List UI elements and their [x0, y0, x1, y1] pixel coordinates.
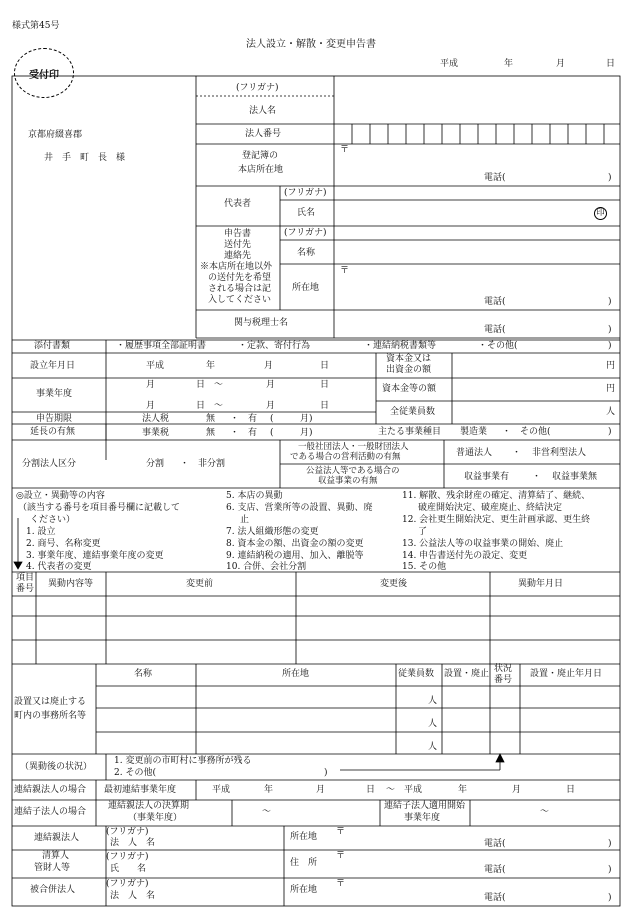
consolidated-first-year: 最初連結事業年度: [104, 785, 177, 795]
deadline-corp-tax: 法人税: [142, 414, 170, 424]
attached-item-4: ・その他(: [478, 341, 518, 351]
change-opt-3: 3. 事業年度、連結事業年度の変更: [26, 551, 164, 561]
change-opt-6: 6. 支店、営業所等の設置、異動、廃: [226, 503, 373, 513]
deadline-dot-1: ・: [230, 414, 240, 424]
changes-header-1: ◎設立・異動等の内容: [16, 491, 105, 501]
after-status-label: （異動後の状況）: [20, 762, 93, 772]
office-people-1: 人: [428, 696, 438, 706]
party-liquidator-postal: 〒: [336, 851, 346, 861]
item-no-label-1: 項目: [16, 573, 35, 583]
change-opt-6b: 止: [240, 515, 250, 525]
party-liquidator-furigana: (フリガナ): [106, 852, 149, 862]
tax-phone: 電話(: [484, 325, 506, 335]
deadline-month-1: 月): [300, 414, 313, 424]
party-merged-label: 被合併法人: [30, 885, 76, 895]
party-parent-postal: 〒: [336, 827, 346, 837]
office-people-2: 人: [428, 719, 438, 729]
change-opt-4: 4. 代表者の変更: [26, 562, 92, 572]
fiscal-m4: 月: [266, 401, 276, 411]
deadline-yes-2: 有: [248, 428, 258, 438]
change-after-label: 変更後: [380, 579, 408, 589]
office-setup-label: 設置・廃止: [444, 669, 490, 679]
fiscal-tilde1: ～: [214, 380, 224, 390]
form-id: 様式第45号: [12, 21, 60, 31]
consolidated-label: 連結親法人の場合: [14, 785, 87, 795]
after-status-opt2: 2. その他(: [114, 768, 156, 778]
corp-name-label: 法人名: [249, 106, 277, 116]
changes-header-3: ください）: [30, 515, 76, 525]
party-liquidator-sub: 氏 名: [110, 864, 147, 874]
change-opt-14: 14. 申告書送付先の設定、変更: [402, 551, 528, 561]
notice-dest-3: 連絡先: [224, 251, 252, 261]
change-before-label: 変更前: [186, 579, 214, 589]
notice-note-4: 入してください: [208, 295, 272, 305]
change-opt-5: 5. 本店の異動: [226, 491, 283, 501]
split-label: 分割法人区分: [22, 459, 77, 469]
parent-fy-2: （事業年度）: [128, 813, 183, 823]
main-biz-dot: ・: [502, 427, 512, 437]
main-biz-manufacturing: 製造業: [460, 427, 488, 437]
notice-dest-1: 申告書: [224, 229, 252, 239]
fiscal-d3: 日: [196, 401, 206, 411]
deadline-month-2: 月): [300, 428, 313, 438]
deadline-none-1: 無: [206, 414, 216, 424]
dest-phone-close: ): [608, 297, 612, 307]
office-status-label-1: 状況: [494, 664, 513, 674]
parent-fy-1: 連結親法人の決算期: [108, 801, 190, 811]
reception-stamp: 受付印: [14, 48, 74, 98]
capital2-label: 資本金等の額: [382, 384, 437, 394]
date-month: 月: [556, 59, 566, 69]
child-fy-2: 事業年度: [404, 813, 441, 823]
fiscal-d4: 日: [320, 401, 330, 411]
office-label-2: 町内の事務所名等: [14, 711, 87, 721]
deadline-dot-2: ・: [230, 428, 240, 438]
office-date-label: 設置・廃止年月日: [530, 669, 603, 679]
establish-era: 平成: [146, 361, 165, 371]
public-q-1: 公益法人等である場合の: [306, 466, 400, 476]
split-opt: 分割: [146, 459, 165, 469]
after-status-opt1: 1. 変更前の市町村に事務所が残る: [114, 756, 252, 766]
deadline-label-1: 申告期限: [36, 414, 73, 424]
dest-address-label: 所在地: [292, 283, 320, 293]
phone-close: ): [608, 173, 612, 183]
postal-mark: 〒: [340, 145, 350, 155]
office-label-1: 設置又は廃止する: [14, 697, 87, 707]
party-parent-phone: 電話(: [484, 839, 506, 849]
dest-phone: 電話(: [484, 297, 506, 307]
party-parent-close: ): [608, 839, 612, 849]
date-day: 日: [606, 59, 616, 69]
form-title: 法人設立・解散・変更申告書: [246, 39, 376, 50]
change-opt-15: 15. その他: [402, 562, 447, 572]
deadline-yes-1: 有: [248, 414, 258, 424]
recipient-mayor: 井 手 町 長 様: [44, 153, 126, 163]
general-opt-nonprofit: 非営利型法人: [532, 448, 587, 458]
change-opt-12: 12. 会社更生開始決定、更生計画承認、更生終: [402, 515, 591, 525]
attached-item-2: ・定款、寄付行為: [238, 341, 311, 351]
date-year: 年: [504, 59, 514, 69]
public-opt-dot: ・: [532, 472, 542, 482]
public-q-2: 収益事業の有無: [318, 476, 378, 486]
establish-month: 月: [264, 361, 274, 371]
attached-item-3: ・連結納税書類等: [364, 341, 437, 351]
office-emp-label: 従業員数: [398, 669, 435, 679]
phone-label: 電話(: [484, 173, 506, 183]
party-merged-close: ): [608, 893, 612, 903]
corp-number-label: 法人番号: [245, 129, 282, 139]
fiscal-label: 事業年度: [36, 389, 73, 399]
fiscal-d2: 日: [320, 380, 330, 390]
party-parent-sub: 法 人 名: [110, 838, 156, 848]
establish-year: 年: [206, 361, 216, 371]
public-opt-no: 収益事業無: [552, 472, 598, 482]
main-biz-others: その他(: [520, 427, 551, 437]
consolidated-y1: 年: [264, 785, 274, 795]
child-fy-1: 連結子法人適用開始: [384, 801, 466, 811]
change-opt-12b: 了: [418, 527, 428, 537]
party-liquidator-label-2: 管財人等: [34, 863, 71, 873]
deadline-paren-1: (: [270, 414, 274, 424]
employees-unit: 人: [606, 407, 616, 417]
party-parent-furigana: (フリガナ): [106, 827, 149, 837]
consolidated-d2: 日: [566, 785, 576, 795]
notice-dest-2: 送付先: [224, 240, 252, 250]
establish-label: 設立年月日: [30, 361, 76, 371]
fiscal-m3: 月: [146, 401, 156, 411]
tax-phone-close: ): [608, 325, 612, 335]
party-liquidator-close: ): [608, 865, 612, 875]
general-q-2: である場合の営利活動の有無: [290, 452, 401, 462]
establish-day: 日: [320, 361, 330, 371]
registry-label: 登記簿の: [242, 151, 279, 161]
general-opt-dot: ・: [512, 448, 522, 458]
party-liquidator-phone: 電話(: [484, 865, 506, 875]
deadline-biz-tax: 事業税: [142, 428, 170, 438]
capital-label-2: 出資金の額: [386, 365, 432, 375]
change-opt-8: 8. 資本金の額、出資金の額の変更: [226, 539, 364, 549]
consolidated-tilde: ～: [386, 785, 396, 795]
office-people-3: 人: [428, 742, 438, 752]
fiscal-m1: 月: [146, 380, 156, 390]
registry-label-2: 本店所在地: [238, 165, 284, 175]
change-opt-1: 1. 設立: [26, 527, 56, 537]
party-liquidator-addr: 住 所: [290, 858, 318, 868]
date-era: 平成: [440, 59, 459, 69]
office-name-label: 名称: [134, 669, 153, 679]
change-opt-9: 9. 連結納税の適用、加入、離脱等: [226, 551, 364, 561]
office-status-label-2: 番号: [494, 675, 513, 685]
change-opt-7: 7. 法人組織形態の変更: [226, 527, 319, 537]
employees-label: 全従業員数: [390, 407, 436, 417]
fiscal-m2: 月: [266, 380, 276, 390]
office-address-label: 所在地: [282, 669, 310, 679]
change-content-label: 異動内容等: [48, 579, 94, 589]
fiscal-d1: 日: [196, 380, 206, 390]
general-q-1: 一般社団法人・一般財団法人: [298, 442, 409, 452]
capital-label-1: 資本金又は: [386, 354, 432, 364]
change-date-label: 異動年月日: [518, 579, 564, 589]
notice-note-1: ※本店所在地以外: [200, 262, 273, 272]
public-opt-yes: 収益事業有: [464, 472, 510, 482]
parent-fy-tilde: ～: [262, 807, 272, 817]
change-opt-13: 13. 公益法人等の収益事業の開始、廃止: [402, 539, 564, 549]
deadline-label-2: 延長の有無: [30, 427, 76, 437]
recipient-office: 京都府綴喜郡: [28, 130, 83, 140]
party-merged-postal: 〒: [336, 879, 346, 889]
party-merged-furigana: (フリガナ): [106, 879, 149, 889]
dest-name-label: 名称: [297, 248, 316, 258]
party-merged-addr: 所在地: [290, 885, 318, 895]
dest-postal: 〒: [340, 266, 350, 276]
consolidated-d1: 日: [366, 785, 376, 795]
change-opt-11: 11. 解散、残余財産の確定、清算結了、継続、: [402, 491, 591, 501]
main-biz-close: ): [608, 427, 612, 437]
fiscal-tilde2: ～: [214, 401, 224, 411]
after-status-close: ): [324, 768, 328, 778]
split-dot: ・: [180, 459, 190, 469]
rep-furigana-label: (フリガナ): [284, 188, 327, 198]
consolidated-m2: 月: [512, 785, 522, 795]
capital2-yen: 円: [606, 384, 616, 394]
general-opt-normal: 普通法人: [456, 448, 493, 458]
nonsplit-opt: 非分割: [198, 459, 226, 469]
tax-accountant-label: 関与税理士名: [234, 318, 289, 328]
child-fy-tilde: ～: [540, 807, 550, 817]
consolidated-era-2: 平成: [404, 785, 423, 795]
consolidated-m1: 月: [316, 785, 326, 795]
capital-yen: 円: [606, 361, 616, 371]
changes-header-2: （該当する番号を項目番号欄に記載して: [18, 503, 181, 513]
attached-label: 添付書類: [34, 341, 71, 351]
deadline-paren-2: (: [270, 428, 274, 438]
furigana-label: (フリガナ): [236, 83, 279, 93]
notice-note-3: される場合は記: [208, 284, 272, 294]
change-opt-11b: 破産開始決定、破産廃止、終結決定: [418, 503, 563, 513]
notice-note-2: の送付先を希望: [208, 273, 272, 283]
attached-item-close: ): [608, 341, 612, 351]
consolidated-era-1: 平成: [212, 785, 231, 795]
change-opt-2: 2. 商号、名称変更: [26, 539, 101, 549]
seal-mark: 印: [594, 207, 607, 220]
rep-name-label: 氏名: [297, 208, 316, 218]
party-liquidator-label-1: 清算人: [42, 851, 70, 861]
attached-item-1: ・履歴事項全部証明書: [116, 341, 207, 351]
deadline-none-2: 無: [206, 428, 216, 438]
change-opt-10: 10. 合併、会社分割: [226, 562, 307, 572]
party-merged-phone: 電話(: [484, 893, 506, 903]
dest-furigana-label: (フリガナ): [284, 228, 327, 238]
item-no-label-2: 番号: [16, 584, 35, 594]
party-merged-sub: 法 人 名: [110, 891, 156, 901]
consolidated-child-label: 連結子法人の場合: [14, 807, 87, 817]
party-parent-addr: 所在地: [290, 832, 318, 842]
representative-label: 代表者: [224, 199, 252, 209]
consolidated-y2: 年: [458, 785, 468, 795]
main-biz-label: 主たる事業種目: [378, 427, 442, 437]
party-parent-label: 連結親法人: [34, 833, 80, 843]
